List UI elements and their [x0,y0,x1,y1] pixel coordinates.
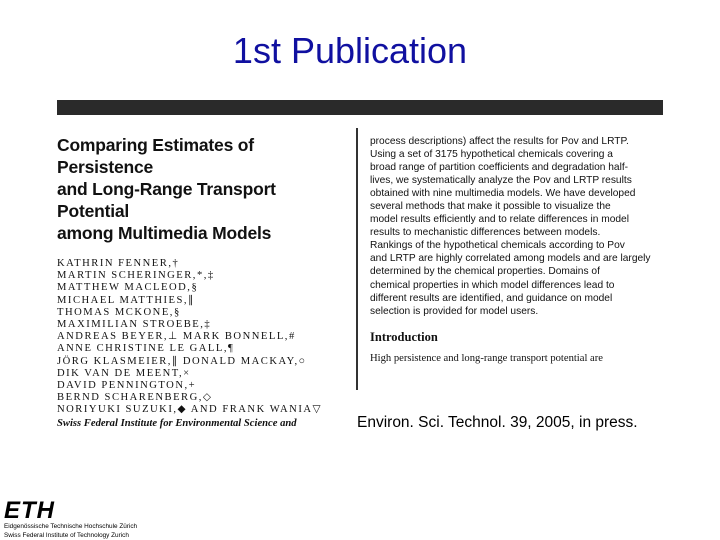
abstract-line: process descriptions) affect the results for Pov and LRTP. [370,136,629,147]
abstract-line: chemical properties in which model differences lead to [370,279,615,291]
abstract-line: results to mechanistic differences between models. [370,227,601,239]
slide-title: 1st Publication [232,30,468,71]
paper-title [57,134,347,244]
author-line: MAXIMILIAN STROEBE,‡ [57,319,212,331]
abstract-line: and LRTP are highly correlated among models and are largely [370,253,651,265]
paper-right-column [370,135,662,364]
author-line: ANNE CHRISTINE LE GALL,¶ [57,343,235,355]
author-line: MICHAEL MATTHIES,∥ [57,294,195,306]
paper-title-line: and Long-Range Transport Potential [57,179,276,221]
column-divider [356,128,358,390]
abstract-line: broad range of partition coefficients and degradation half- [370,162,629,174]
abstract [370,135,662,318]
author-line: MATTHEW MACLEOD,§ [57,282,199,294]
introduction-text: High persistence and long-range transport potential are [370,352,603,364]
paper-left-column [57,134,347,429]
author-line: THOMAS MCKONE,§ [57,306,181,318]
abstract-line: Rankings of the hypothetical chemicals according to Pov [370,240,625,252]
author-list [57,258,347,417]
abstract-line: obtained with nine multimedia models. We have developed [370,188,636,200]
author-line: DAVID PENNINGTON,+ [57,380,197,392]
abstract-line: determined by the chemical properties. Domains of [370,266,600,278]
author-line: NORIYUKI SUZUKI,◆ AND FRANK WANIA▽ [57,404,323,416]
abstract-line: model results efficiently and to relate differences in model [370,214,629,226]
scan-header-bar [57,100,663,115]
eth-logo-mark: ETH [4,497,55,524]
abstract-line: several methods that make it possible to visualize the [370,201,611,213]
eth-logo-line-en: Swiss Federal Institute of Technology Zurich [4,532,129,539]
paper-title-line: Comparing Estimates of Persistence [57,135,254,177]
abstract-line: different results are identified, and guidance on model [370,292,613,304]
author-line: JÖRG KLASMEIER,∥ DONALD MACKAY,○ [57,355,307,367]
eth-logo-line-de: Eidgenössische Technische Hochschule Zürich [4,523,138,530]
affiliation: Swiss Federal Institute for Environmental Science and [57,417,297,429]
author-line: BERND SCHARENBERG,◇ [57,392,213,404]
introduction-heading: Introduction [370,329,438,344]
author-line: ANDREAS BEYER,⊥ MARK BONNELL,# [57,331,296,343]
abstract-line: Using a set of 3175 hypothetical chemicals covering a [370,149,613,161]
abstract-line: lives, we systematically analyze the Pov and LRTP results [370,175,632,187]
author-line: KATHRIN FENNER,† [57,258,180,269]
eth-logo [4,497,204,540]
citation: Environ. Sci. Technol. 39, 2005, in press. [357,414,638,431]
abstract-line: selection is provided for model users. [370,305,539,317]
author-line: MARTIN SCHERINGER,*,‡ [57,270,215,282]
author-line: DIK VAN DE MEENT,× [57,367,191,379]
paper-title-line: among Multimedia Models [57,223,272,243]
